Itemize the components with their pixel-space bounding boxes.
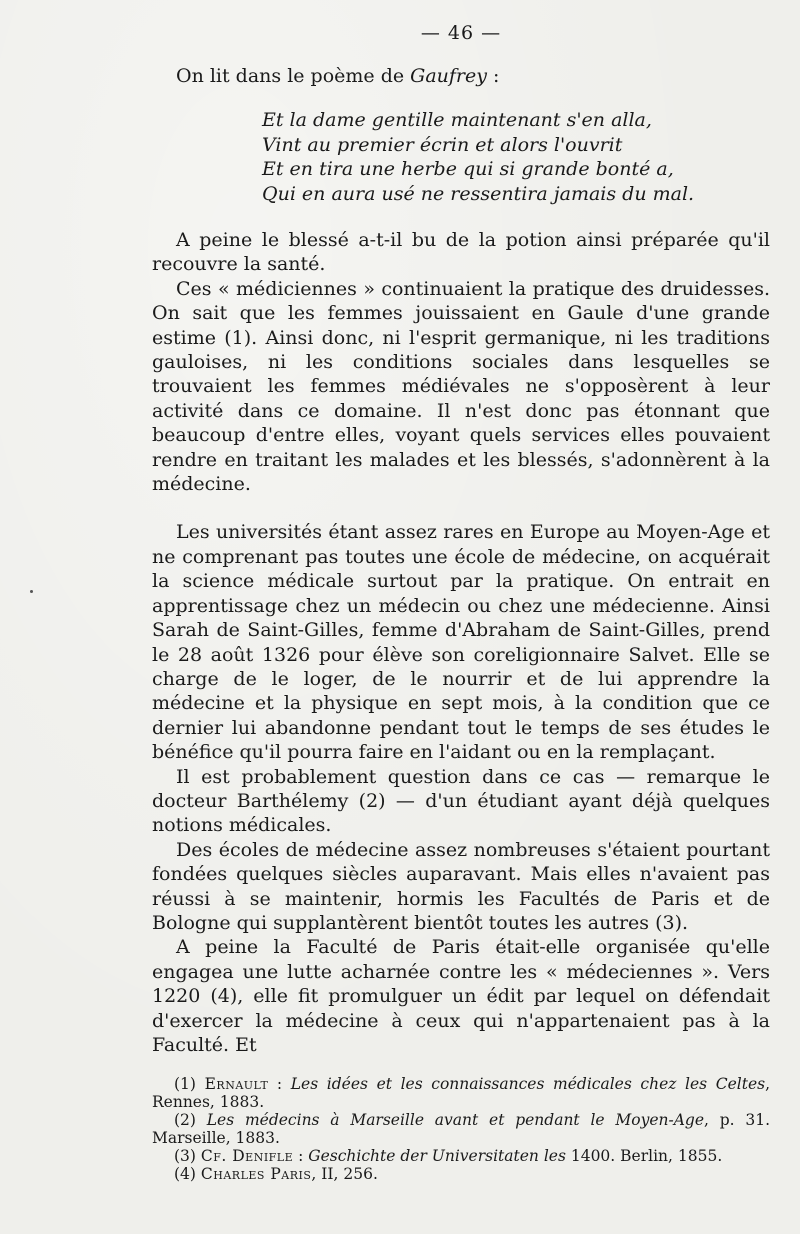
- footnote-mark: (4): [174, 1165, 196, 1184]
- footnote-title: Geschichte der Universitaten les: [308, 1147, 566, 1166]
- footnote-title: Les idées et les connaissances médicales chez les Celtes: [290, 1075, 766, 1094]
- footnote-rest: II, 256.: [321, 1165, 378, 1184]
- paragraph: A peine le blessé a-t-il bu de la potion ainsi préparée qu'il recouvre la santé.: [152, 229, 770, 276]
- footnote: [152, 1165, 770, 1183]
- paragraph: Il est probablement question dans ce cas — remarque le docteur Barthélemy (2) — d'un étudiant ayant déjà quelques notions médicales.: [152, 765, 770, 837]
- footnote-mark: (2): [174, 1111, 196, 1130]
- footnote: [152, 1147, 770, 1165]
- footnote-author: Ernault: [204, 1075, 269, 1094]
- footnote: [152, 1111, 770, 1147]
- footnote-rest: , p. 31. Marseille, 1883.: [152, 1111, 771, 1148]
- paragraph: Des écoles de médecine assez nombreuses s'étaient pourtant fondées quelques siècles auparavant. Mais elles n'avaient pas réussi à se maintenir, hormis les Facultés de Paris et de Bologne qui supplantèrent bientôt toutes les autres (3).: [152, 838, 770, 934]
- footnote-title: Les médecins à Marseille avant et pendant le Moyen-Age: [206, 1111, 705, 1130]
- poem-line: Et la dame gentille maintenant s'en alla,: [262, 109, 652, 131]
- footnote-rest: , Rennes, 1883.: [152, 1075, 771, 1112]
- poem-intro-text: On lit dans le poème de: [176, 65, 411, 87]
- footnote-author: Charles Paris: [200, 1165, 312, 1184]
- poem-line: Vint au premier écrin et alors l'ouvrit: [262, 133, 623, 156]
- poem-intro: [176, 64, 770, 88]
- paragraph: Les universités étant assez rares en Europe au Moyen-Age et ne comprenant pas toutes une école de médecine, on acquérait la science médicale surtout par la pratique. On entrait en apprentissage chez un médecin ou chez une médecienne. Ainsi Sarah de Saint-Gilles, femme d'Abraham de Saint-Gilles, prend le 28 août 1326 pour élève son coreligionnaire Salvet. Elle se charge de le loger, de le nourrir et de lui apprendre la médecine et la physique en sept mois, à la condition que ce dernier lui abandonne pendant tout le temps de ses études le bénéfice qu'il pourra faire en l'aidant ou en la remplaçant.: [152, 521, 770, 764]
- footnote-mark: (3): [174, 1147, 196, 1166]
- footnote-separator: ,: [311, 1165, 322, 1184]
- page-content: [152, 22, 770, 1183]
- footnotes: [152, 1075, 770, 1183]
- footnote-mark: (1): [174, 1075, 196, 1094]
- poem-line: Qui en aura usé ne ressentira jamais du mal.: [262, 182, 695, 205]
- paragraph: A peine la Faculté de Paris était-elle organisée qu'elle engagea une lutte acharnée contre les « médeciennes ». Vers 1220 (4), elle fit promulguer un édit par lequel on défendait d'exercer la médecine à ceux qui n'appartenaient pas à la Faculté. Et: [152, 936, 770, 1056]
- poem-line: Et en tira une herbe qui si grande bonté a,: [262, 158, 674, 180]
- poem-source-title: Gaufrey: [410, 65, 487, 87]
- footnote-rest: 1400. Berlin, 1855.: [565, 1147, 723, 1166]
- margin-speck: [30, 590, 33, 593]
- paragraph: Ces « médiciennes » continuaient la pratique des druidesses. On sait que les femmes jouissaient en Gaule d'une grande estime (1). Ainsi donc, ni l'esprit germanique, ni les traditions gauloises, ni les conditions sociales dans lesquelles se trouvaient les femmes médiévales ne s'opposèrent à leur activité dans ce domaine. Il n'est donc pas étonnant que beaucoup d'entre elles, voyant quels services elles pouvaient rendre en traitant les malades et les blessés, s'adonnèrent à la médecine.: [152, 277, 770, 496]
- footnote-author: Cf. Denifle: [200, 1147, 294, 1166]
- footnote-separator: :: [268, 1075, 291, 1094]
- page-number: — 46 —: [420, 22, 502, 44]
- poem-intro-colon: :: [487, 65, 500, 87]
- poem-quote: [262, 108, 770, 206]
- footnote: [152, 1075, 770, 1111]
- footnote-separator: :: [293, 1147, 309, 1166]
